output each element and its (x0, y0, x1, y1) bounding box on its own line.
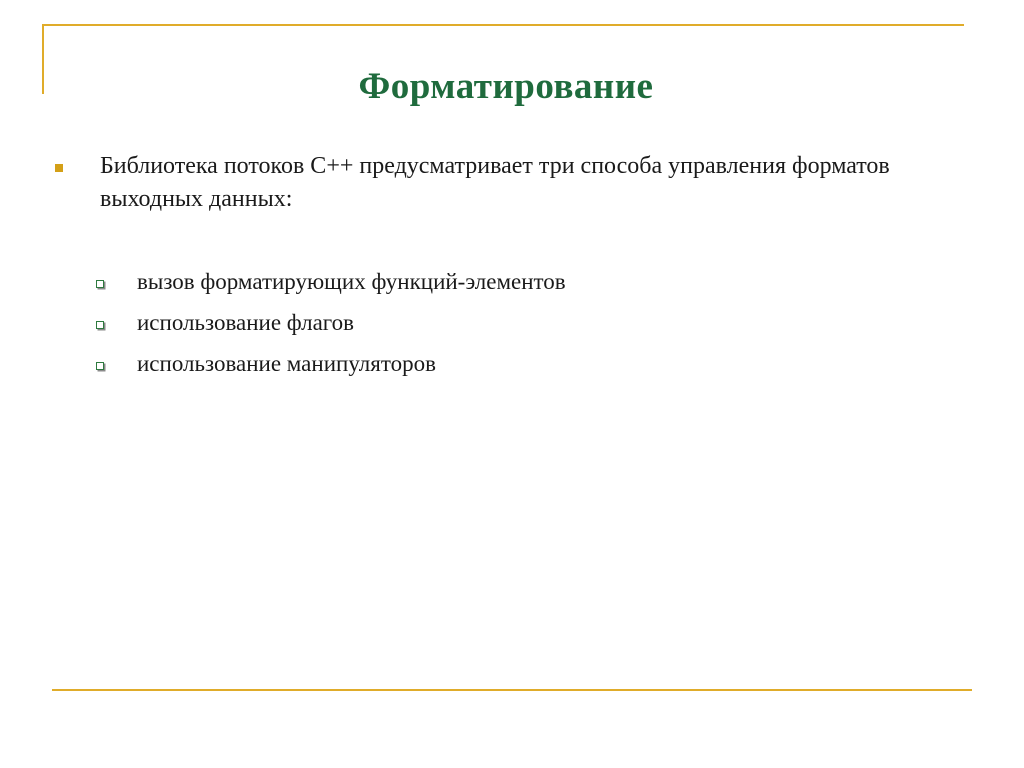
hollow-square-bullet-icon (96, 321, 104, 329)
sub-bullet-text: использование манипуляторов (137, 351, 436, 376)
square-bullet-icon (55, 164, 63, 172)
sub-bullet-text: вызов форматирующих функций-элементов (137, 269, 566, 294)
frame-bottom-line (52, 689, 972, 691)
sub-bullet-text: использование флагов (137, 310, 355, 335)
sub-bullet-item (96, 265, 916, 306)
hollow-square-bullet-icon (96, 362, 104, 370)
sub-bullet-item (96, 347, 916, 388)
slide-title: Форматирование (358, 66, 654, 107)
sub-bullet-item (96, 306, 916, 347)
frame-top-line (42, 24, 964, 26)
main-bullet-text: Библиотека потоков С++ предусматривает три способа управления форматов выходных данных: (100, 153, 890, 212)
hollow-square-bullet-icon (96, 280, 104, 288)
sub-bullet-list (96, 265, 916, 388)
